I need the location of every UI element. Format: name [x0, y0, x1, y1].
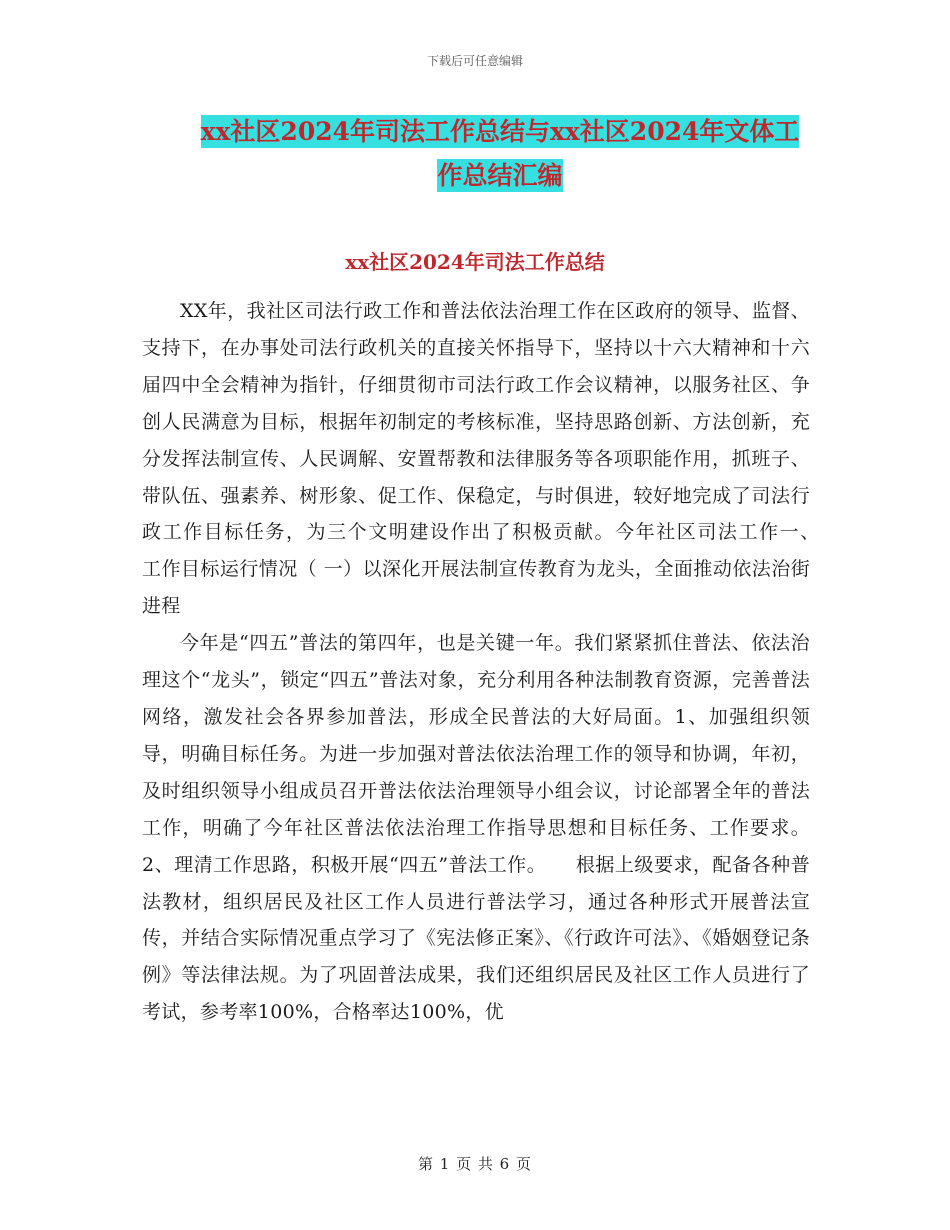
- body-text: [142, 293, 849, 1031]
- page-number: 第 1 页 共 6 页: [418, 1155, 532, 1173]
- document-title-line-1: xx社区2024年司法工作总结与xx社区2024年文体工: [200, 117, 800, 146]
- header-note: 下载后可任意编辑: [426, 54, 523, 68]
- paragraph: XX年，我社区司法行政工作和普法依法治理工作在区政府的领导、监督、支持下，在办事处司法行政机关的直接关怀指导下，坚持以十六大精神和十六届四中全会精神为指针，仔细贯彻市司法行政工作会议精神，以服务社区、争创人民满意为目标，根据年初制定的考核标准，坚持思路创新、方法创新，充分发挥法制宣传、人民调解、安置帮教和法律服务等各项职能作用，抓班子、带队伍、强素养、树形象、促工作、保稳定，与时俱进，较好地完成了司法行政工作目标任务，为三个文明建设作出了积极贡献。今年社区司法工作一、 工作目标运行情况（ 一）以深化开展法制宣传教育为龙头，全面推动依法治街进程: [142, 300, 849, 618]
- document-title: [140, 110, 860, 198]
- paragraph: 今年是“四五”普法的第四年，也是关键一年。我们紧紧抓住普法、依法治理这个“龙头”，锁定“四五”普法对象，充分利用各种法制教育资源，完善普法网络，激发社会各界参加普法，形成全民普法的大好局面。1、加强组织领导，明确目标任务。为进一步加强对普法依法治理工作的领导和协调，年初，及时组织领导小组成员召开普法依法治理领导小组会议，讨论部署全年的普法工作，明确了今年社区普法依法治理工作指导思想和目标任务、工作要求。2、理清工作思路，积极开展“四五”普法工作。 根据上级要求，配备各种普法教材，组织居民及社区工作人员进行普法学习，通过各种形式开展普法宣传，并结合实际情况重点学习了《宪法修正案》、《行政许可法》、《婚姻登记条例》等法律法规。为了巩固普法成果，我们还组织居民及社区工作人员进行了考试，参考率100%，合格率达100%，优: [142, 632, 810, 1024]
- document-title-line-2: 作总结汇编: [437, 161, 563, 190]
- section-title: xx社区2024年司法工作总结: [345, 250, 605, 274]
